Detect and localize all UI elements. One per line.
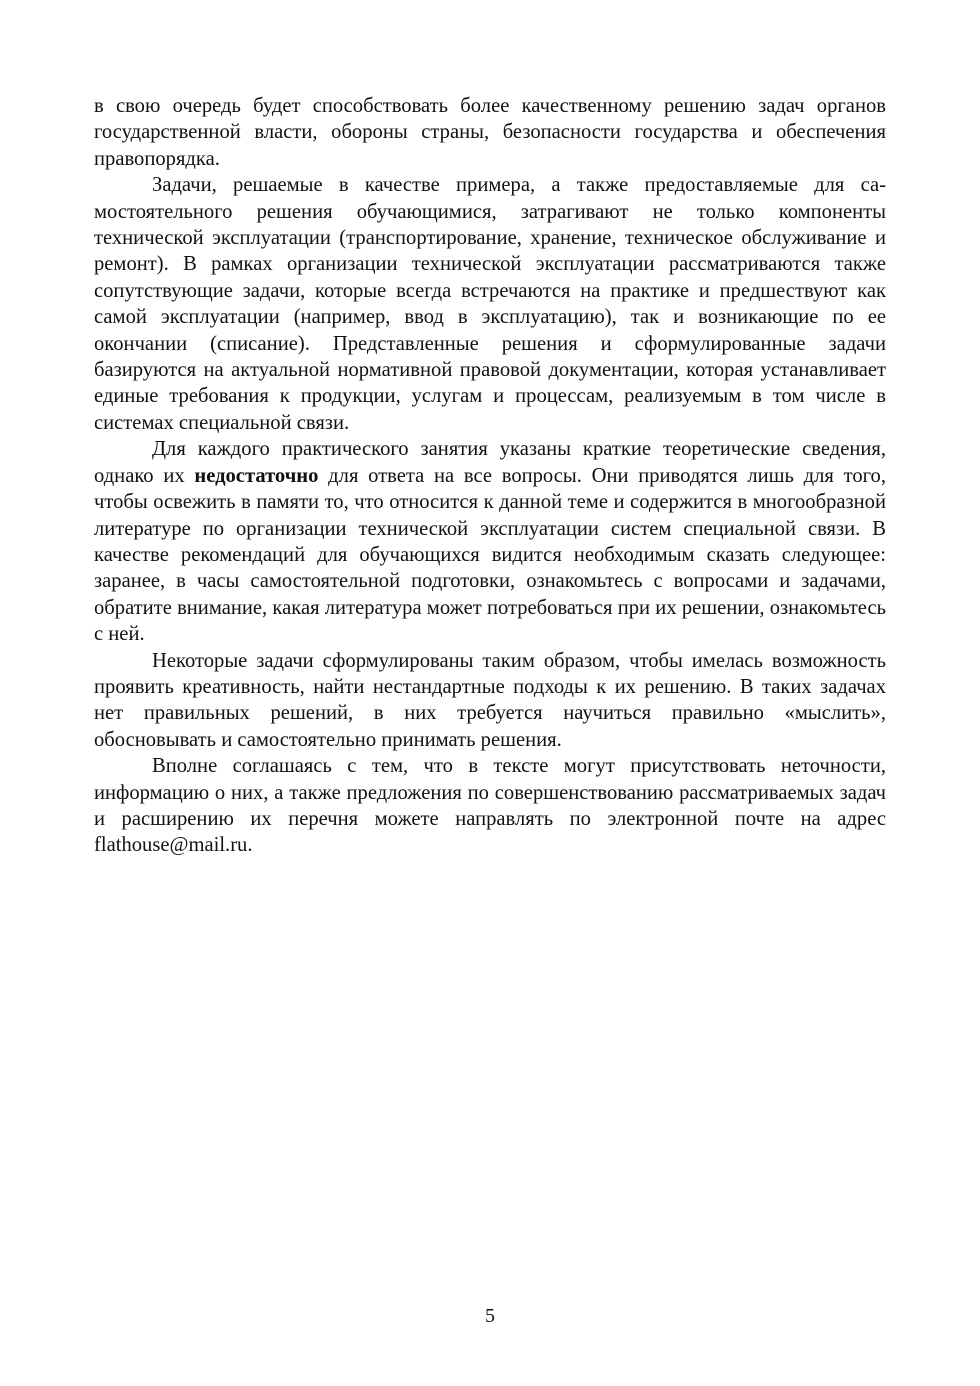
- paragraph-creativity: Некоторые задачи сформулированы таким образом, чтобы имелась возможность проявить креативность, найти нестандартные подходы к их решению. В таких задачах нет правильных решений, в них требуется научиться правильно «мыслить», обосновывать и самостоятельно принимать решения.: [94, 649, 886, 751]
- document-body: [94, 93, 886, 859]
- paragraph-theory-notes: [94, 436, 886, 647]
- paragraph-theory-text-after: для ответа на все вопросы. Они приводятся лишь для того, чтобы освежить в памяти то, что относится к данной теме и содержится в многообразной литературе по организации технической эксплуатации систем специальной связи. В качестве рекомендаций для обучающихся видится необходимым сказать следующее: заранее, в часы самостоятельной подготовки, ознакомьтесь с вопросами и задачами, обратите внимание, какая литература может потребоваться при их решении, ознакомьтесь с ней.: [94, 464, 886, 646]
- paragraph-tasks-overview: Задачи, решаемые в качестве примера, а также предоставляемые для самостоятельного решения обучающимися, затрагивают не только компоненты технической эксплуатации (транспортирование, хранение, техническое обслуживание и ремонт). В рамках организации технической эксплуатации рассматриваются также сопутствующие задачи, которые всегда встречаются на практике и предшествуют как самой эксплуатации (например, ввод в эксплуатацию), так и возникающие по ее окончании (списание). Представленные решения и сформулированные задачи базируются на актуальной нормативной правовой документации, которая устанавливает единые требования к продукции, услугам и процессам, реализуемым в том числе в системах специальной связи.: [94, 174, 886, 434]
- page-number: 5: [485, 1305, 495, 1327]
- emphasis-insufficient: недостаточно: [194, 464, 319, 487]
- paragraph-feedback: Вполне соглашаясь с тем, что в тексте могут присутствовать неточности, информацию о них, а также предложения по совершенствованию рассматриваемых задач и расширению их перечня можете направлять по электронной почте на адрес flathouse@mail.ru.: [94, 755, 886, 857]
- paragraph-continuation: в свою очередь будет способствовать более качественному решению задач органов государственной власти, обороны страны, безопасности государства и обеспечения правопорядка.: [94, 95, 886, 170]
- paragraph-theory-text-before: Для каждого практического занятия указаны краткие теоретические сведения, однако их: [94, 438, 886, 487]
